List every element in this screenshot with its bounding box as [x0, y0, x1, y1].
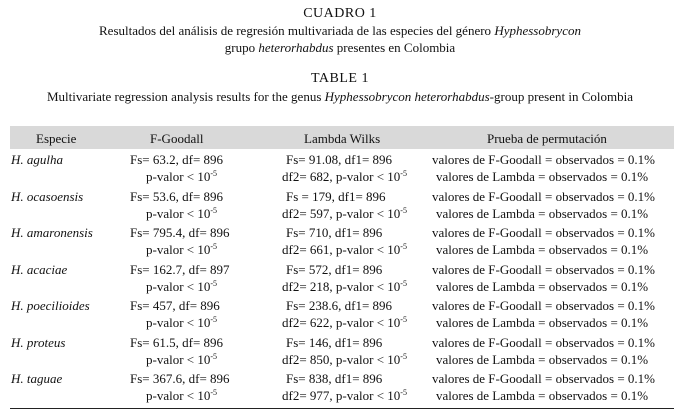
fgoodall-stat-text: Fs= 457, df= 896: [130, 298, 220, 313]
fgoodall-stat-text: Fs= 61.5, df= 896: [130, 335, 224, 350]
species-name: [11, 371, 62, 387]
fgoodall-pvalue: [146, 206, 217, 222]
perm-lambda-text: valores de Lambda = observados = 0.1%: [436, 169, 649, 184]
fgoodall-pvalue-text: p-valor < 10: [146, 169, 211, 184]
perm-lambda: [436, 388, 648, 404]
fgoodall-pvalue: [146, 242, 217, 258]
fgoodall-stat: [130, 189, 223, 205]
perm-fgoodall: [432, 371, 655, 387]
fgoodall-pvalue: [146, 352, 217, 368]
perm-fgoodall-text: valores de F-Goodall = observados = 0.1%: [432, 225, 655, 240]
species-name-text: H. agulha: [11, 152, 63, 167]
fgoodall-stat: [130, 371, 230, 387]
fgoodall-stat-text: Fs= 63.2, df= 896: [130, 152, 224, 167]
cuadro-caption-line2: [0, 40, 680, 56]
table-caption-genus: Hyphessobrycon heterorhabdus: [324, 89, 490, 104]
lambda-pvalue-exponent: -5: [400, 352, 407, 361]
lambda-pvalue: [282, 352, 407, 368]
lambda-pvalue-text: df2= 661, p-valor < 10: [282, 242, 401, 257]
table-caption-text: Multivariate regression analysis results for the genus: [47, 89, 325, 104]
cuadro-label: CUADRO 1: [303, 6, 377, 21]
fgoodall-pvalue: [146, 315, 217, 331]
perm-lambda-text: valores de Lambda = observados = 0.1%: [436, 315, 649, 330]
perm-fgoodall-text: valores de F-Goodall = observados = 0.1%: [432, 189, 655, 204]
lambda-pvalue: [282, 388, 407, 404]
fgoodall-pvalue-exponent: -5: [210, 169, 218, 178]
fgoodall-pvalue: [146, 169, 217, 185]
perm-fgoodall-text: valores de F-Goodall = observados = 0.1%: [432, 152, 655, 167]
lambda-pvalue: [282, 315, 407, 331]
species-name-text: H. amaronensis: [11, 225, 93, 240]
fgoodall-pvalue-text: p-valor < 10: [146, 388, 211, 403]
fgoodall-pvalue-exponent: -5: [210, 206, 218, 215]
species-name: [11, 189, 83, 205]
fgoodall-pvalue-exponent: -5: [210, 279, 218, 288]
perm-fgoodall: [432, 189, 655, 205]
lambda-stat-text: Fs = 179, df1= 896: [286, 189, 386, 204]
perm-fgoodall-text: valores de F-Goodall = observados = 0.1%: [432, 371, 655, 386]
header-fgoodall: F-Goodall: [150, 131, 204, 146]
lambda-pvalue-text: df2= 622, p-valor < 10: [282, 315, 401, 330]
lambda-stat: [286, 335, 382, 351]
species-name-text: H. ocasoensis: [11, 189, 84, 204]
lambda-pvalue-text: df2= 218, p-valor < 10: [282, 279, 401, 294]
perm-fgoodall-text: valores de F-Goodall = observados = 0.1%: [432, 335, 655, 350]
perm-fgoodall: [432, 225, 655, 241]
cuadro-caption-text: grupo: [224, 40, 259, 55]
fgoodall-stat-text: Fs= 795.4, df= 896: [130, 225, 230, 240]
species-name: [11, 298, 90, 314]
perm-fgoodall: [432, 262, 655, 278]
lambda-stat-text: Fs= 238.6, df1= 896: [286, 298, 393, 313]
fgoodall-stat: [130, 152, 223, 168]
fgoodall-pvalue-text: p-valor < 10: [146, 206, 211, 221]
lambda-pvalue: [282, 206, 407, 222]
fgoodall-pvalue: [146, 279, 217, 295]
lambda-pvalue: [282, 169, 407, 185]
lambda-stat: [286, 225, 382, 241]
perm-lambda-text: valores de Lambda = observados = 0.1%: [436, 206, 649, 221]
perm-lambda: [436, 279, 648, 295]
fgoodall-pvalue-exponent: -5: [210, 352, 218, 361]
lambda-pvalue-text: df2= 850, p-valor < 10: [282, 352, 401, 367]
cuadro-caption-text: presentes en Colombia: [333, 40, 456, 55]
cuadro-genus: Hyphessobrycon: [494, 23, 581, 38]
cuadro-caption-text: Resultados del análisis de regresión multivariada de las especies del género: [99, 23, 495, 38]
lambda-pvalue-exponent: -5: [400, 388, 407, 397]
lambda-stat: [286, 371, 382, 387]
fgoodall-stat-text: Fs= 367.6, df= 896: [130, 371, 230, 386]
species-name: [11, 152, 63, 168]
fgoodall-pvalue-exponent: -5: [210, 242, 218, 251]
lambda-pvalue-text: df2= 597, p-valor < 10: [282, 206, 401, 221]
perm-lambda: [436, 352, 648, 368]
lambda-pvalue-exponent: -5: [400, 169, 407, 178]
lambda-stat-text: Fs= 838, df1= 896: [286, 371, 383, 386]
lambda-pvalue-exponent: -5: [400, 242, 407, 251]
lambda-stat: [286, 152, 392, 168]
fgoodall-stat: [130, 335, 223, 351]
lambda-stat: [286, 189, 386, 205]
lambda-stat: [286, 298, 392, 314]
fgoodall-pvalue-exponent: -5: [210, 388, 218, 397]
lambda-pvalue-exponent: -5: [400, 315, 407, 324]
fgoodall-pvalue-exponent: -5: [210, 315, 218, 324]
perm-lambda: [436, 169, 648, 185]
fgoodall-stat-text: Fs= 162.7, df= 897: [130, 262, 230, 277]
species-name: [11, 262, 67, 278]
perm-fgoodall-text: valores de F-Goodall = observados = 0.1%: [432, 298, 655, 313]
fgoodall-stat: [130, 262, 230, 278]
species-name: [11, 335, 65, 351]
perm-fgoodall: [432, 152, 655, 168]
species-name-text: H. taguae: [11, 371, 63, 386]
perm-fgoodall-text: valores de F-Goodall = observados = 0.1%: [432, 262, 655, 277]
species-name: [11, 225, 93, 241]
perm-lambda: [436, 206, 648, 222]
fgoodall-pvalue: [146, 388, 217, 404]
species-name-text: H. poecilioides: [11, 298, 90, 313]
header-lambda-wilks: Lambda Wilks: [304, 131, 381, 146]
lambda-pvalue: [282, 279, 407, 295]
fgoodall-stat-text: Fs= 53.6, df= 896: [130, 189, 224, 204]
lambda-pvalue-exponent: -5: [400, 206, 407, 215]
lambda-pvalue: [282, 242, 407, 258]
species-name-text: H. acaciae: [11, 262, 68, 277]
cuadro-caption-line1: [0, 23, 680, 39]
lambda-pvalue-text: df2= 682, p-valor < 10: [282, 169, 401, 184]
lambda-stat-text: Fs= 91.08, df1= 896: [286, 152, 393, 167]
header-permutation-test: Prueba de permutación: [487, 131, 607, 146]
lambda-pvalue-exponent: -5: [400, 279, 407, 288]
perm-lambda-text: valores de Lambda = observados = 0.1%: [436, 388, 649, 403]
perm-lambda-text: valores de Lambda = observados = 0.1%: [436, 352, 649, 367]
perm-fgoodall: [432, 298, 655, 314]
fgoodall-stat: [130, 225, 230, 241]
perm-lambda: [436, 242, 648, 258]
perm-fgoodall: [432, 335, 655, 351]
table-label: TABLE 1: [311, 71, 369, 86]
fgoodall-pvalue-text: p-valor < 10: [146, 315, 211, 330]
table-caption-text: -group present in Colombia: [489, 89, 633, 104]
fgoodall-pvalue-text: p-valor < 10: [146, 279, 211, 294]
species-name-text: H. proteus: [11, 335, 66, 350]
perm-lambda-text: valores de Lambda = observados = 0.1%: [436, 242, 649, 257]
fgoodall-pvalue-text: p-valor < 10: [146, 242, 211, 257]
table-bottom-rule: [10, 408, 674, 409]
lambda-stat: [286, 262, 382, 278]
lambda-pvalue-text: df2= 977, p-valor < 10: [282, 388, 401, 403]
perm-lambda-text: valores de Lambda = observados = 0.1%: [436, 279, 649, 294]
lambda-stat-text: Fs= 710, df1= 896: [286, 225, 383, 240]
lambda-stat-text: Fs= 572, df1= 896: [286, 262, 383, 277]
fgoodall-pvalue-text: p-valor < 10: [146, 352, 211, 367]
cuadro-group: heterorhabdus: [258, 40, 334, 55]
lambda-stat-text: Fs= 146, df1= 896: [286, 335, 383, 350]
fgoodall-stat: [130, 298, 220, 314]
perm-lambda: [436, 315, 648, 331]
header-species: Especie: [36, 131, 77, 146]
table-caption: [0, 89, 680, 105]
